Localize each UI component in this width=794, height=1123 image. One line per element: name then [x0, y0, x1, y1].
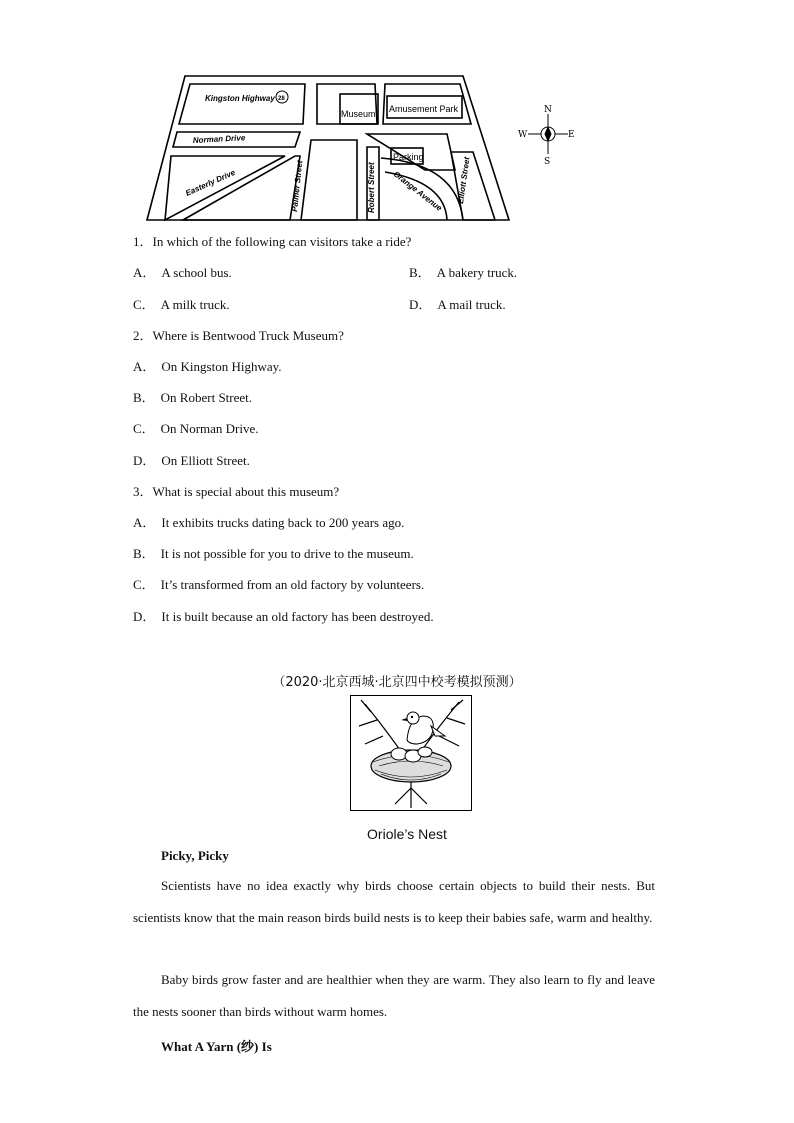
option-text: It’s transformed from an old factory by volunteers.: [160, 577, 425, 592]
option-text: On Kingston Highway.: [161, 359, 282, 374]
paragraph-1: [133, 870, 655, 933]
elliott-street-label: Elliott Street: [456, 156, 472, 205]
option-label: C．: [133, 421, 155, 436]
option-1b[interactable]: [409, 265, 517, 281]
option-text: It exhibits trucks dating back to 200 years ago.: [161, 515, 405, 530]
question-number: 1．: [133, 234, 153, 249]
option-3b[interactable]: [133, 546, 414, 562]
question-1: [133, 234, 411, 250]
norman-drive-label: Norman Drive: [192, 133, 246, 145]
robert-street-label: Robert Street: [367, 162, 376, 213]
option-3d[interactable]: [133, 609, 434, 625]
option-1d[interactable]: [409, 297, 506, 313]
option-1c[interactable]: [133, 297, 230, 313]
parking-label: Parking: [393, 152, 424, 162]
museum-label: Museum: [341, 109, 376, 119]
option-text: It is built because an old factory has been destroyed.: [161, 609, 434, 624]
option-label: C．: [133, 297, 155, 312]
compass-icon: [518, 100, 576, 168]
question-number: 2．: [133, 328, 153, 343]
option-2d[interactable]: [133, 453, 250, 469]
compass-e: E: [568, 130, 575, 140]
question-text: In which of the following can visitors take a ride?: [152, 234, 412, 249]
orange-avenue-label: Orange Avenue: [391, 169, 444, 213]
heading-yarn: What A Yarn (纱) Is: [161, 1039, 272, 1054]
paragraph-2: [133, 964, 655, 1027]
option-3c[interactable]: [133, 577, 424, 593]
street-map: [145, 72, 510, 224]
option-1a[interactable]: [133, 265, 232, 281]
option-text: A bakery truck.: [436, 265, 518, 280]
oriole-nest-illustration: [350, 695, 472, 811]
kingston-highway-label: Kingston Highway: [205, 94, 275, 103]
option-2a[interactable]: [133, 359, 282, 375]
compass-s: S: [544, 157, 551, 167]
option-label: A．: [133, 515, 156, 530]
amusement-park-label: Amusement Park: [389, 104, 459, 114]
route-28-label: 28: [278, 96, 285, 102]
option-label: A．: [133, 265, 156, 280]
palmer-street-label: Palmer Street: [290, 159, 305, 213]
option-label: B．: [133, 390, 155, 405]
option-text: It is not possible for you to drive to the museum.: [160, 546, 414, 561]
option-text: On Norman Drive.: [160, 421, 259, 436]
option-text: A milk truck.: [160, 297, 230, 312]
question-number: 3．: [133, 484, 153, 499]
heading-picky: Picky, Picky: [161, 848, 229, 863]
paragraph-1-text: Scientists have no idea exactly why birds choose certain objects to build their nests. But scientists know that the main reason birds build nests is to keep their babies safe, warm and healthy.: [133, 878, 655, 925]
option-label: D．: [133, 453, 156, 468]
option-text: On Elliott Street.: [161, 453, 250, 468]
option-label: D．: [409, 297, 432, 312]
compass-w: W: [518, 130, 528, 140]
source-note: （2020·北京西城·北京四中校考模拟预测）: [272, 675, 522, 690]
option-text: On Robert Street.: [160, 390, 253, 405]
option-label: B．: [409, 265, 431, 280]
compass-n: N: [544, 105, 552, 115]
easterly-drive-label: Easterly Drive: [184, 167, 237, 198]
option-text: A school bus.: [161, 265, 232, 280]
option-label: C．: [133, 577, 155, 592]
option-label: A．: [133, 359, 156, 374]
option-label: B．: [133, 546, 155, 561]
question-text: What is special about this museum?: [152, 484, 340, 499]
option-3a[interactable]: [133, 515, 404, 531]
option-2b[interactable]: [133, 390, 252, 406]
option-2c[interactable]: [133, 421, 259, 437]
option-label: D．: [133, 609, 156, 624]
paragraph-2-text: Baby birds grow faster and are healthier when they are warm. They also learn to fly and leave the nests sooner than birds without warm homes.: [133, 972, 655, 1019]
question-2: [133, 328, 344, 344]
question-3: [133, 484, 339, 500]
question-text: Where is Bentwood Truck Museum?: [152, 328, 344, 343]
option-text: A mail truck.: [437, 297, 506, 312]
figure-caption: Oriole’s Nest: [367, 826, 447, 842]
